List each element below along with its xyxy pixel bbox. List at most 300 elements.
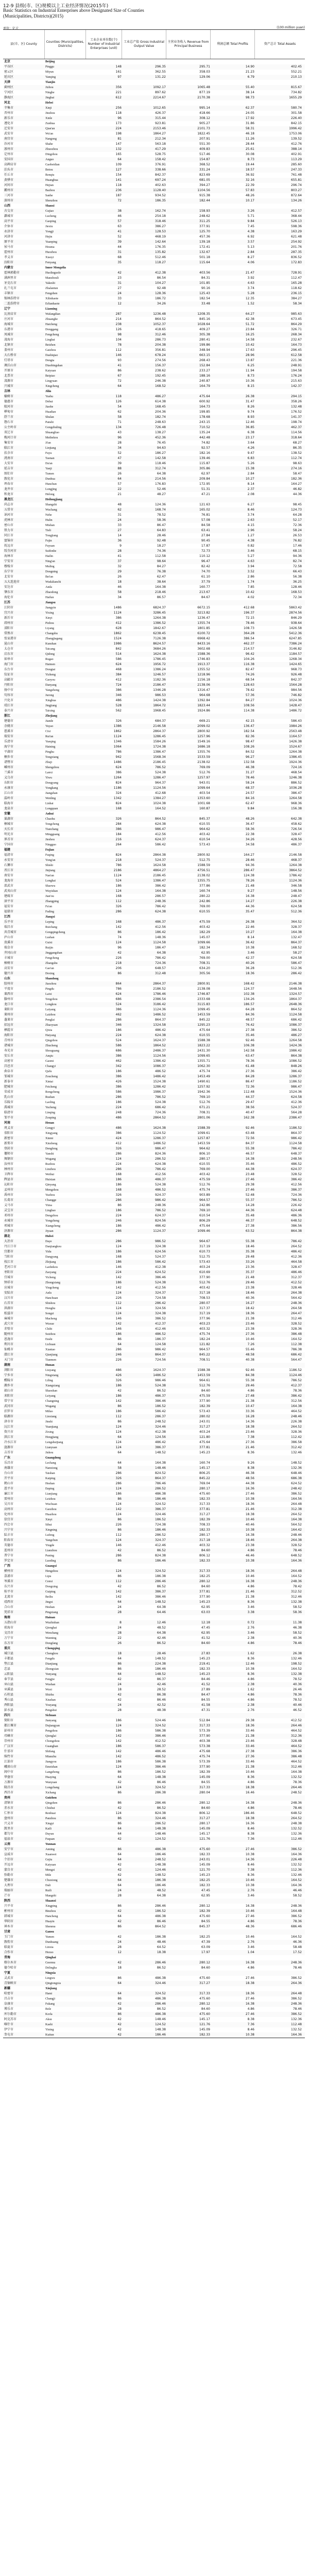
table-row <box>3 1574 305 1579</box>
cell-revenue: 475.64 <box>199 1028 210 1032</box>
cell-revenue: 12.18 <box>201 1621 210 1624</box>
cell-county-en: Xinle <box>45 117 53 120</box>
cell-revenue: 475.59 <box>199 1394 210 1398</box>
table-row <box>3 1682 305 1687</box>
cell-assets: 114.56 <box>291 431 302 434</box>
cell-enterprises: 124 <box>115 1157 122 1161</box>
cell-county-en: Beizhen <box>45 344 56 347</box>
cell-county-cn: 天津 <box>4 80 11 84</box>
cell-enterprises: 186 <box>115 1394 122 1398</box>
table-row <box>3 1625 305 1631</box>
cell-revenue: 280.17 <box>199 1487 210 1490</box>
cell-profits: 4.86 <box>247 1693 254 1697</box>
cell-revenue: 17.87 <box>201 544 210 548</box>
cell-enterprises: 286 <box>115 1095 122 1099</box>
cell-enterprises: 186 <box>115 1410 122 1413</box>
cell-enterprises: 324 <box>115 791 122 795</box>
cell-profits: 1.04 <box>247 1951 254 1954</box>
cell-county-en: Yangzhong <box>45 689 60 692</box>
cell-enterprises: 42 <box>117 1935 122 1939</box>
cell-revenue: 121.82 <box>199 1343 210 1346</box>
cell-enterprises: 86 <box>117 1404 122 1408</box>
cell-county-en: Yongcheng <box>45 1219 60 1223</box>
table-row <box>3 1388 305 1394</box>
cell-output-value: 324.37 <box>155 1538 166 1542</box>
cell-county-en: Yangchun <box>45 1539 58 1542</box>
cell-county-en: Yucheng <box>45 1106 56 1109</box>
table-row <box>3 945 305 951</box>
cell-county-cn: 浏阳市 <box>4 1368 14 1372</box>
cell-county-en: Fu'an <box>45 905 53 908</box>
cell-assets: 734.82 <box>291 91 302 94</box>
cell-revenue: 1156.18 <box>197 678 210 682</box>
cell-county-cn: 乐陵市 <box>4 1100 14 1104</box>
cell-output-value: 624.38 <box>155 1162 166 1166</box>
cell-revenue: 62.95 <box>201 1894 210 1897</box>
cell-profits: 22.38 <box>245 833 254 836</box>
cell-output-value <box>122 1955 166 1960</box>
table-row <box>3 276 305 281</box>
cell-county-cn: 利川市 <box>4 1343 14 1346</box>
table-row <box>3 1837 305 1842</box>
cell-revenue: 368.52 <box>199 163 210 166</box>
cell-assets: 226.38 <box>291 900 302 903</box>
cell-county-cn: 凌海市 <box>4 338 14 342</box>
cell-output-value: 786.46 <box>155 1482 166 1485</box>
cell-enterprises: 586 <box>115 1090 122 1094</box>
cell-county-cn: 兴平市 <box>4 1904 14 1908</box>
cell-profits: 92.46 <box>245 1368 254 1372</box>
cell-profits: 8.36 <box>247 1451 254 1454</box>
cell-county-en: Xinmi <box>45 1137 54 1140</box>
cell-assets: 386.52 <box>291 1914 302 1918</box>
cell-output-value: 248.63 <box>155 420 166 424</box>
cell-assets: 318.64 <box>291 436 302 439</box>
cell-output-value: 1486.52 <box>153 1374 166 1377</box>
cell-enterprises: 126 <box>115 328 122 331</box>
cell-assets: 112.48 <box>291 2023 302 2026</box>
cell-profits: 124.37 <box>244 987 254 991</box>
cell-county-cn: 肇东市 <box>4 590 14 594</box>
cell-assets <box>254 59 302 64</box>
cell-output-value: 158.42 <box>155 158 166 161</box>
cell-output-value: 986.46 <box>155 1379 166 1382</box>
cell-county-cn: 阳春市 <box>4 1538 14 1542</box>
cell-county-en: Huozhou <box>45 251 57 254</box>
cell-profits: 27.46 <box>245 1492 254 1496</box>
table-row <box>3 1404 305 1409</box>
cell-profits: 98.47 <box>245 740 254 743</box>
cell-county-cn: 高密市 <box>4 1059 14 1063</box>
cell-assets: 287.35 <box>291 250 302 254</box>
cell-revenue: 403.32 <box>199 1327 210 1331</box>
cell-county-cn: 孟州市 <box>4 1188 14 1192</box>
cell-county-cn: 介休市 <box>4 225 14 228</box>
cell-county-cn: 沅江市 <box>4 1425 14 1429</box>
cell-output-value: 324.38 <box>155 1312 166 1315</box>
table-row <box>3 482 305 487</box>
cell-output-value: 2186.47 <box>153 683 166 687</box>
cell-assets: 264.36 <box>291 1981 302 1985</box>
cell-profits: 55.38 <box>245 1379 254 1382</box>
cell-county-en: Heshan <box>45 1482 55 1485</box>
cell-profits: 31.47 <box>245 400 254 403</box>
cell-county-cn: 平度市 <box>4 987 14 991</box>
table-row <box>3 1687 305 1692</box>
cell-enterprises: 124 <box>115 1425 122 1429</box>
cell-assets: 486.27 <box>291 1033 302 1037</box>
cell-county-en: Liling <box>45 1379 53 1382</box>
cell-county-cn: 楚雄市 <box>4 1878 14 1882</box>
cell-county-en: Beiliu <box>45 1596 53 1599</box>
cell-output-value: 286.52 <box>155 1533 166 1537</box>
table-row <box>3 2032 305 2038</box>
cell-revenue: 348.94 <box>199 348 210 352</box>
cell-county-en: Binzhou <box>45 1910 56 1913</box>
cell-assets: 552.21 <box>291 70 302 74</box>
cell-assets: 686.38 <box>291 1477 302 1480</box>
cell-assets: 564.28 <box>291 1111 302 1114</box>
table-row <box>3 1816 305 1821</box>
cell-enterprises: 29 <box>117 570 122 573</box>
cell-assets: 486.36 <box>291 1214 302 1217</box>
cell-revenue: 964.57 <box>199 1348 210 1351</box>
cell-enterprises: 186 <box>115 1028 122 1032</box>
cell-output-value: 1956.72 <box>153 663 166 666</box>
cell-revenue: 160.74 <box>199 1461 210 1465</box>
cell-output-value: 986.47 <box>155 827 166 831</box>
cell-output-value: 124.52 <box>155 1837 166 1841</box>
cell-enterprises: 386 <box>115 1054 122 1058</box>
cell-revenue: 1453.59 <box>197 1013 210 1016</box>
table-row <box>3 312 305 317</box>
cell-assets: 26.53 <box>293 534 302 537</box>
cell-county-cn: 邹平市 <box>4 1116 14 1120</box>
cell-output-value: 58.36 <box>157 518 166 522</box>
cell-assets: 132.36 <box>291 1832 302 1836</box>
cell-output-value: 156.37 <box>155 364 166 367</box>
cell-output-value: 1346.28 <box>153 688 166 692</box>
cell-enterprises: 86 <box>117 1420 122 1423</box>
cell-profits: 16.27 <box>245 1301 254 1305</box>
cell-output-value: 486.27 <box>155 395 166 398</box>
cell-county-en: Xinzheng <box>45 1142 58 1145</box>
cell-revenue: 475.74 <box>199 1188 210 1192</box>
cell-enterprises: 168 <box>115 1173 122 1176</box>
cell-county-cn: 阜康市 <box>4 2002 14 2006</box>
cell-enterprises: 124 <box>115 1724 122 1727</box>
cell-profits <box>210 265 254 270</box>
cell-revenue: 182.24 <box>199 1337 210 1341</box>
cell-county-en: Aksu <box>45 2018 52 2021</box>
cell-revenue: 1913.37 <box>197 663 210 666</box>
cell-profits: 0.72 <box>247 1621 254 1624</box>
cell-output-value: 624.37 <box>155 838 166 841</box>
cell-county-en: Cenxi <box>45 1580 53 1583</box>
cell-enterprises: 48 <box>117 503 122 506</box>
cell-revenue: 1353.60 <box>197 796 210 800</box>
cell-county-cn: 井冈山市 <box>4 951 17 955</box>
cell-profits: 3.74 <box>247 513 254 517</box>
cell-revenue: 905.27 <box>199 122 210 125</box>
cell-enterprises: 42 <box>117 1677 122 1681</box>
cell-output-value <box>122 204 166 209</box>
cell-profits: 6.27 <box>247 503 254 506</box>
cell-revenue: 610.73 <box>199 1250 210 1253</box>
cell-assets: 264.58 <box>291 1307 302 1310</box>
cell-county-cn: 建德市 <box>4 719 14 723</box>
cell-enterprises: 42 <box>117 1920 122 1923</box>
cell-enterprises: 168 <box>115 1255 122 1259</box>
cell-assets: 68.15 <box>293 549 302 553</box>
cell-revenue: 139.18 <box>199 240 210 244</box>
cell-profits: 24.05 <box>245 111 254 115</box>
cell-assets: 132.36 <box>291 1466 302 1470</box>
cell-assets: 986.42 <box>291 1137 302 1140</box>
cell-output-value: 148.52 <box>155 1600 166 1604</box>
table-row <box>3 688 305 693</box>
cell-profits: 14.58 <box>245 338 254 342</box>
table-row <box>3 477 305 482</box>
cell-profits: 72.56 <box>245 1137 254 1140</box>
cell-enterprises: 67 <box>117 374 122 378</box>
cell-profits: 8.36 <box>247 1657 254 1660</box>
cell-county-en: Shaoshan <box>45 1389 57 1393</box>
table-row <box>3 930 305 935</box>
cell-assets: 248.46 <box>291 1415 302 1418</box>
cell-revenue: 1355.75 <box>197 879 210 883</box>
cell-output-value: 412.52 <box>155 1739 166 1743</box>
cell-enterprises: 186 <box>115 1719 122 1722</box>
table-row <box>3 1043 305 1048</box>
cell-county-en: Linghai <box>45 338 55 342</box>
cell-output-value: 52.46 <box>157 487 166 491</box>
table-row <box>3 770 305 775</box>
cell-profits: 33.36 <box>245 1410 254 1413</box>
cell-revenue <box>166 59 210 64</box>
cell-county-en: Wenling <box>45 797 56 800</box>
cell-assets <box>254 1121 302 1126</box>
cell-county-en: Jingjiang <box>45 704 57 707</box>
cell-revenue <box>166 497 210 502</box>
cell-revenue: 501.18 <box>199 256 210 259</box>
cell-profits: 2.84 <box>247 472 254 476</box>
cell-enterprises <box>85 1615 122 1620</box>
cell-revenue <box>166 389 210 394</box>
cell-output-value: 624.56 <box>155 1250 166 1253</box>
cell-revenue: 62.97 <box>201 472 210 476</box>
cell-output-value: 724.36 <box>155 961 166 965</box>
cell-output-value: 312.46 <box>155 333 166 336</box>
cell-profits: 36.42 <box>245 941 254 944</box>
cell-assets: 1386.45 <box>289 755 302 759</box>
cell-county-cn: 伊宁市 <box>4 2028 14 2031</box>
cell-profits: 16.38 <box>245 1801 254 1805</box>
cell-enterprises: 186 <box>115 884 122 888</box>
cell-output-value: 524.38 <box>155 1281 166 1284</box>
cell-output-value: 1128.40 <box>153 189 166 192</box>
cell-county-en: Hejian <box>45 184 54 187</box>
cell-output-value <box>122 1842 166 1847</box>
cell-revenue: 2800.92 <box>197 730 210 733</box>
cell-assets: 164.36 <box>291 2033 302 2037</box>
cell-county-en: Huadian <box>45 411 56 414</box>
cell-county-en: Sanhe <box>45 194 53 197</box>
province-row <box>3 1971 305 1976</box>
table-row <box>3 1327 305 1332</box>
cell-assets: 118.62 <box>291 286 302 290</box>
cell-assets: 46.38 <box>293 1626 302 1630</box>
cell-enterprises: 86 <box>117 1559 122 1563</box>
table-row <box>3 1440 305 1445</box>
cell-output-value: 86.47 <box>157 523 166 527</box>
cell-enterprises: 124 <box>115 1440 122 1444</box>
table-row <box>3 224 305 229</box>
cell-enterprises: 24 <box>117 1940 122 1944</box>
table-row <box>3 1754 305 1759</box>
table-row <box>3 1162 305 1167</box>
cell-assets: 163.29 <box>291 230 302 233</box>
cell-profits: 2.76 <box>247 1626 254 1630</box>
cell-county-en: Hubei <box>45 1235 54 1238</box>
cell-output-value: 248.36 <box>155 900 166 903</box>
cell-profits: 10.47 <box>245 1404 254 1408</box>
cell-assets: 36.25 <box>293 580 302 584</box>
cell-county-en: Yakeshi <box>45 282 56 285</box>
cell-assets: 564.47 <box>291 1358 302 1362</box>
cell-enterprises: 42 <box>117 2002 122 2006</box>
cell-assets: 58.52 <box>293 1894 302 1897</box>
table-row <box>3 327 305 332</box>
cell-enterprises: 146 <box>115 353 122 357</box>
cell-profits: 36.28 <box>245 967 254 970</box>
cell-county-cn: 漳平市 <box>4 900 14 903</box>
table-row <box>3 868 305 873</box>
cell-revenue <box>166 1899 210 1904</box>
cell-county-cn: 莱州市 <box>4 1013 14 1016</box>
cell-county-en: Ning'an <box>45 560 55 563</box>
cell-county-en: Mile <box>45 1874 52 1877</box>
cell-enterprises: 147 <box>115 142 122 146</box>
cell-enterprises: 124 <box>115 1291 122 1295</box>
cell-output-value: 124.36 <box>155 503 166 506</box>
cell-profits: 38.56 <box>245 1106 254 1109</box>
cell-assets: 78.36 <box>293 1920 302 1923</box>
cell-output-value: 1864.72 <box>153 704 166 707</box>
cell-assets: 312.36 <box>291 1734 302 1738</box>
cell-profits: 10.42 <box>245 590 254 594</box>
cell-enterprises: 216 <box>115 838 122 841</box>
cell-assets: 746.82 <box>291 693 302 697</box>
table-row <box>3 1801 305 1806</box>
table-row <box>3 1888 305 1893</box>
cell-output-value: 624.38 <box>155 910 166 913</box>
cell-assets: 11.38 <box>293 1621 302 1624</box>
cell-output-value: 34.26 <box>157 302 166 306</box>
cell-enterprises: 42 <box>117 1389 122 1393</box>
cell-county-cn: 龙海市 <box>4 879 14 883</box>
cell-profits: 46.37 <box>245 1219 254 1223</box>
cell-county-cn: 华阴市 <box>4 1920 14 1923</box>
cell-profits: 27.46 <box>245 1188 254 1192</box>
cell-assets: 164.52 <box>291 1574 302 1578</box>
cell-enterprises: 1862 <box>113 632 122 635</box>
table-row <box>3 523 305 528</box>
cell-county-en: Yuyao <box>45 725 54 728</box>
cell-assets: 194.58 <box>291 369 302 372</box>
cell-revenue: 47.31 <box>201 1708 210 1712</box>
cell-revenue: 769.04 <box>199 1482 210 1485</box>
cell-profits: 27.36 <box>245 1440 254 1444</box>
cell-output-value <box>122 914 166 920</box>
cell-revenue <box>166 1564 210 1569</box>
cell-county-en: Wuyishan <box>45 890 58 893</box>
cell-county-cn: 启东市 <box>4 652 14 656</box>
cell-revenue: 115.64 <box>199 261 210 264</box>
cell-revenue: 280.07 <box>199 1301 210 1305</box>
cell-assets: 686.42 <box>291 1018 302 1022</box>
cell-county-cn: 二连浩特市 <box>4 302 20 306</box>
cell-enterprises <box>85 714 122 719</box>
cell-county-cn: 和龙市 <box>4 493 14 496</box>
cell-assets: 112.42 <box>291 1435 302 1439</box>
cell-county-cn: 图们市 <box>4 472 14 476</box>
cell-profits: 10.38 <box>245 2033 254 2037</box>
cell-enterprises: 22 <box>117 487 122 491</box>
cell-county-en: Chuxiong <box>45 1879 58 1882</box>
cell-profits: 6.38 <box>247 431 254 434</box>
cell-county-cn: 永安市 <box>4 858 14 862</box>
cell-output-value: 168.74 <box>155 508 166 512</box>
cell-profits: 34.58 <box>245 843 254 846</box>
table-row <box>3 538 305 544</box>
table-row <box>3 1739 305 1744</box>
cell-revenue: 160.77 <box>199 585 210 589</box>
cell-output-value: 528.75 <box>155 152 166 156</box>
cell-revenue: 610.54 <box>199 1214 210 1217</box>
cell-output-value: 186.37 <box>155 1337 166 1341</box>
cell-enterprises: 124 <box>115 1307 122 1310</box>
table-row <box>3 2022 305 2027</box>
cell-county-en: Hongjiang <box>45 1436 59 1439</box>
table-row <box>3 1579 305 1584</box>
cell-enterprises: 42 <box>117 1549 122 1552</box>
table-row <box>3 1610 305 1615</box>
cell-enterprises: 186 <box>115 1224 122 1228</box>
cell-revenue: 845.22 <box>199 1018 210 1022</box>
cell-assets: 2146.58 <box>289 853 302 857</box>
cell-assets: 786.42 <box>291 1147 302 1150</box>
cell-revenue: 164.79 <box>199 384 210 388</box>
cell-profits: 84.37 <box>245 1142 254 1145</box>
cell-profits: 42.15 <box>245 719 254 723</box>
cell-output-value: 1124.56 <box>153 786 166 790</box>
table-row <box>3 1280 305 1285</box>
cell-profits: 21.46 <box>245 1446 254 1449</box>
cell-county-en: Changji <box>45 1997 55 2001</box>
cell-output-value: 512.46 <box>155 256 166 259</box>
cell-county-cn: 邳州市 <box>4 621 14 625</box>
cell-profits: 46.57 <box>245 1152 254 1156</box>
table-row <box>3 1255 305 1260</box>
cell-enterprises: 64 <box>117 158 122 161</box>
cell-profits <box>210 1899 254 1904</box>
cell-output-value: 324.52 <box>155 1786 166 1789</box>
table-row <box>3 1873 305 1878</box>
cell-revenue: 457.36 <box>199 235 210 239</box>
cell-enterprises: 118 <box>115 395 122 398</box>
cell-assets: 148.56 <box>291 889 302 893</box>
